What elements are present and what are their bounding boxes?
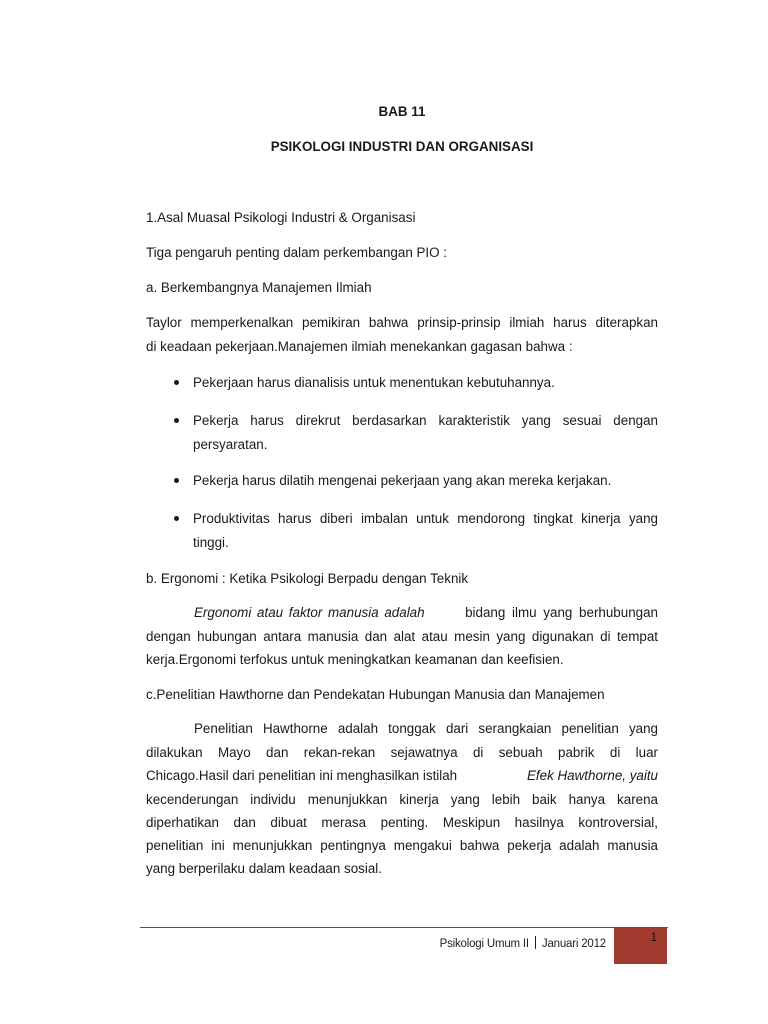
paragraph-line: penelitian ini menunjukkan pentingnya mengakui bahwa pekerja adalah manusia xyxy=(146,838,658,853)
italic-term: Ergonomi atau faktor manusia adalah xyxy=(194,605,425,620)
italic-term: Efek Hawthorne, yaitu xyxy=(527,768,658,783)
section-heading: 1.Asal Muasal Psikologi Industri & Organisasi xyxy=(146,210,416,225)
bullet-item: Pekerja harus dilatih mengenai pekerjaan yang akan mereka kerjakan. xyxy=(193,473,612,488)
bullet-marker xyxy=(174,418,179,423)
paragraph-line: di keadaan pekerjaan.Manajemen ilmiah menekankan gagasan bahwa : xyxy=(146,339,573,354)
footer-separator xyxy=(535,936,536,949)
paragraph-line: kecenderungan individu menunjukkan kinerja yang lebih baik hanya karena xyxy=(146,792,658,807)
subheading-c: c.Penelitian Hawthorne dan Pendekatan Hubungan Manusia dan Manajemen xyxy=(146,687,605,702)
intro-text: Tiga pengaruh penting dalam perkembangan PIO : xyxy=(146,245,447,260)
chapter-title: PSIKOLOGI INDUSTRI DAN ORGANISASI xyxy=(270,139,534,154)
paragraph-line xyxy=(146,768,658,784)
paragraph-line: Penelitian Hawthorne adalah tonggak dari serangkaian penelitian yang xyxy=(194,721,658,736)
paragraph-line: kerja.Ergonomi terfokus untuk meningkatkan keamanan dan keefisien. xyxy=(146,652,564,667)
paragraph-line: Taylor memperkenalkan pemikiran bahwa prinsip-prinsip ilmiah harus diterapkan xyxy=(146,315,658,330)
subheading-a: a. Berkembangnya Manajemen Ilmiah xyxy=(146,280,372,295)
bullet-marker xyxy=(174,516,179,521)
paragraph-text: bidang ilmu yang berhubungan xyxy=(465,605,658,620)
paragraph-line xyxy=(146,605,658,621)
paragraph-line: diperhatikan dan dibuat merasa penting. Meskipun hasilnya kontroversial, xyxy=(146,815,658,830)
footer-date: Januari 2012 xyxy=(541,938,606,950)
paragraph-line: yang berperilaku dalam keadaan sosial. xyxy=(146,861,382,876)
footer-course: Psikologi Umum II xyxy=(439,938,529,950)
chapter-label: BAB 11 xyxy=(378,104,426,119)
subheading-b: b. Ergonomi : Ketika Psikologi Berpadu dengan Teknik xyxy=(146,571,469,586)
bullet-item: Pekerja harus direkrut berdasarkan karakteristik yang sesuai dengan xyxy=(193,413,658,428)
footer-divider xyxy=(140,927,668,928)
page-number-box xyxy=(614,927,667,964)
bullet-item: Produktivitas harus diberi imbalan untuk mendorong tingkat kinerja yang xyxy=(193,511,658,526)
paragraph-line: dengan hubungan antara manusia dan alat atau mesin yang digunakan di tempat xyxy=(146,629,658,644)
paragraph-text: Chicago.Hasil dari penelitian ini menghasilkan istilah xyxy=(146,768,458,783)
footer-info xyxy=(440,936,606,950)
page-number: 1 xyxy=(650,932,657,944)
bullet-marker xyxy=(174,380,179,385)
bullet-item: Pekerjaan harus dianalisis untuk menentukan kebutuhannya. xyxy=(193,375,555,390)
paragraph-line: dilakukan Mayo dan rekan-rekan sejawatnya di sebuah pabrik di luar xyxy=(146,745,658,760)
bullet-item-continued: tinggi. xyxy=(193,535,229,550)
bullet-item-continued: persyaratan. xyxy=(193,437,268,452)
bullet-marker xyxy=(174,478,179,483)
